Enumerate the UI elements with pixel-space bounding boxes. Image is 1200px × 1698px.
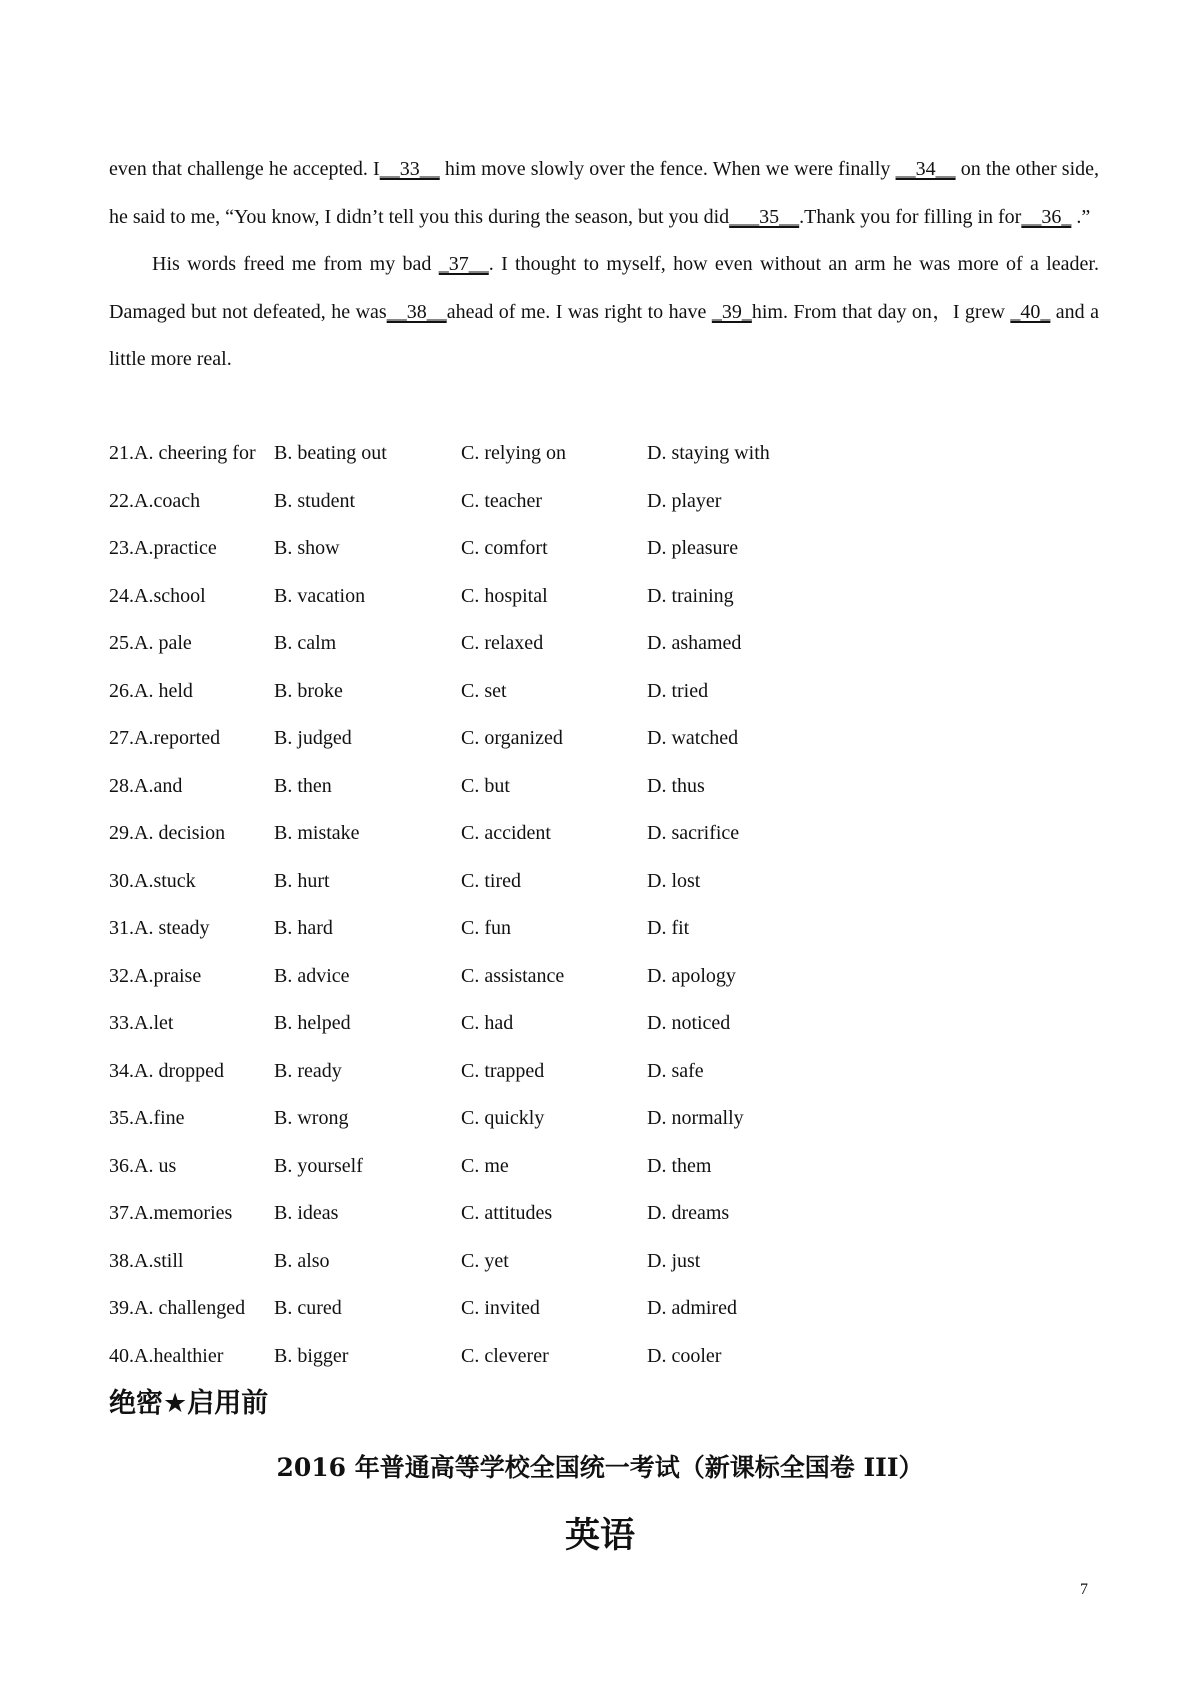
question-38-options: [109, 1238, 1009, 1286]
option-d: D. just: [647, 1249, 701, 1272]
option-b: B. cured: [274, 1297, 342, 1319]
option-a: 24.A.school: [109, 584, 206, 607]
option-a: 25.A. pale: [109, 632, 192, 654]
passage-text: and a little more real.: [109, 300, 1100, 370]
option-b: B. vacation: [274, 584, 366, 607]
option-b: B. ready: [274, 1059, 342, 1082]
option-a: 23.A.practice: [109, 537, 217, 559]
option-b: B. hard: [274, 917, 333, 939]
option-d: D. thus: [647, 774, 705, 797]
question-27-options: [109, 715, 1009, 763]
option-c: C. hospital: [461, 584, 548, 607]
question-34-options: [109, 1048, 1009, 1096]
option-b: B. also: [274, 1249, 330, 1272]
option-a: 32.A.praise: [109, 964, 202, 987]
passage-text: even that challenge he accepted. I: [109, 158, 380, 180]
option-a: 29.A. decision: [109, 822, 226, 844]
option-c: C. had: [461, 1012, 514, 1034]
option-b: B. bigger: [274, 1344, 349, 1367]
option-a: 27.A.reported: [109, 727, 221, 749]
question-21-options: [109, 430, 1009, 478]
exam-title: 2016 年普通高等学校全国统一考试（新课标全国卷 III）: [276, 1453, 924, 1482]
option-d: D. admired: [647, 1297, 737, 1319]
option-a: 40.A.healthier: [109, 1344, 224, 1367]
option-d: D. training: [647, 584, 734, 607]
option-d: D. cooler: [647, 1344, 722, 1367]
blank-39: _39_: [711, 300, 752, 323]
option-d: D. dreams: [647, 1202, 730, 1224]
option-b: B. broke: [274, 679, 343, 702]
option-c: C. set: [461, 679, 507, 702]
blank-33: __33__: [379, 158, 440, 180]
option-a: 35.A.fine: [109, 1107, 185, 1129]
option-a: 33.A.let: [109, 1012, 174, 1034]
option-a: 26.A. held: [109, 679, 193, 702]
option-d: D. normally: [647, 1107, 744, 1129]
passage-text: on the other side, he said to me, “You know, I didn’t tell you this during the season, but you did: [109, 158, 1100, 228]
question-28-options: [109, 763, 1009, 811]
option-c: C. cleverer: [461, 1344, 549, 1367]
option-a: 39.A. challenged: [109, 1297, 246, 1319]
option-b: B. then: [274, 774, 332, 797]
option-b: B. judged: [274, 727, 352, 749]
question-24-options: [109, 573, 1009, 621]
option-d: D. them: [647, 1154, 712, 1177]
option-a: 36.A. us: [109, 1154, 177, 1177]
question-26-options: [109, 668, 1009, 716]
question-25-options: [109, 620, 1009, 668]
page-number: 7: [1080, 1581, 1088, 1598]
option-c: C. me: [461, 1154, 509, 1177]
cloze-passage: [109, 146, 1099, 384]
option-c: C. relying on: [461, 442, 566, 464]
blank-37: _37__: [438, 253, 489, 275]
passage-text: .”: [1071, 205, 1091, 228]
option-b: B. yourself: [274, 1154, 363, 1177]
option-c: C. teacher: [461, 489, 543, 512]
question-32-options: [109, 953, 1009, 1001]
passage-text: him. From that day on，I grew: [751, 300, 1011, 323]
question-36-options: [109, 1143, 1009, 1191]
blank-38: __38__: [386, 300, 447, 323]
option-b: B. helped: [274, 1012, 351, 1034]
question-33-options: [109, 1000, 1009, 1048]
blank-34: __34__: [895, 158, 956, 180]
passage-paragraph-2: [109, 241, 1099, 384]
option-b: B. show: [274, 537, 340, 559]
option-c: C. organized: [461, 727, 563, 749]
option-d: D. lost: [647, 869, 701, 892]
option-c: C. invited: [461, 1297, 540, 1319]
option-b: B. advice: [274, 964, 350, 987]
option-d: D. pleasure: [647, 537, 739, 559]
passage-paragraph-1: [109, 146, 1099, 241]
option-b: B. mistake: [274, 822, 360, 844]
blank-36: __36_: [1021, 205, 1072, 228]
option-d: D. watched: [647, 727, 739, 749]
passage-text: him move slowly over the fence. When we were finally: [439, 158, 896, 180]
option-b: B. calm: [274, 632, 337, 654]
option-c: C. accident: [461, 822, 551, 844]
subject-title: 英语: [564, 1515, 635, 1556]
option-c: C. quickly: [461, 1107, 545, 1129]
question-35-options: [109, 1095, 1009, 1143]
option-b: B. student: [274, 489, 356, 512]
passage-text: ahead of me. I was right to have: [446, 300, 712, 323]
option-a: 22.A.coach: [109, 489, 201, 512]
option-b: B. ideas: [274, 1202, 339, 1224]
answer-options: [109, 430, 1009, 1380]
question-37-options: [109, 1190, 1009, 1238]
question-39-options: [109, 1285, 1009, 1333]
question-31-options: [109, 905, 1009, 953]
option-c: C. relaxed: [461, 632, 544, 654]
option-a: 30.A.stuck: [109, 869, 196, 892]
option-a: 37.A.memories: [109, 1202, 233, 1224]
option-a: 31.A. steady: [109, 917, 210, 939]
option-d: D. sacrifice: [647, 822, 740, 844]
option-c: C. trapped: [461, 1059, 545, 1082]
option-a: 21.A. cheering for: [109, 442, 256, 464]
option-a: 38.A.still: [109, 1249, 184, 1272]
option-d: D. player: [647, 489, 722, 512]
option-c: C. comfort: [461, 537, 548, 559]
question-30-options: [109, 858, 1009, 906]
question-40-options: [109, 1333, 1009, 1381]
question-29-options: [109, 810, 1009, 858]
blank-35: ___35__: [729, 205, 800, 228]
option-b: B. wrong: [274, 1107, 349, 1129]
blank-40: _40_: [1010, 300, 1051, 323]
option-a: 28.A.and: [109, 774, 183, 797]
option-d: D. ashamed: [647, 632, 742, 654]
option-c: C. tired: [461, 869, 521, 892]
option-c: C. attitudes: [461, 1202, 553, 1224]
option-c: C. but: [461, 774, 510, 797]
option-a: 34.A. dropped: [109, 1059, 224, 1082]
option-d: D. apology: [647, 964, 736, 987]
option-c: C. fun: [461, 917, 511, 939]
option-d: D. staying with: [647, 442, 770, 464]
option-b: B. hurt: [274, 869, 330, 892]
passage-text: . I thought to myself, how even without an arm he was more of a leader. Damaged but not defeated, he was: [109, 253, 1099, 323]
passage-text: .Thank you for filling in for: [799, 205, 1022, 228]
option-c: C. assistance: [461, 964, 565, 987]
option-c: C. yet: [461, 1249, 509, 1272]
option-d: D. fit: [647, 917, 690, 939]
question-23-options: [109, 525, 1009, 573]
option-d: D. safe: [647, 1059, 704, 1082]
option-b: B. beating out: [274, 442, 387, 464]
passage-text: His words freed me from my bad: [152, 253, 439, 275]
confidential-label: 绝密★启用前: [109, 1388, 269, 1419]
question-22-options: [109, 478, 1009, 526]
option-d: D. tried: [647, 679, 709, 702]
option-d: D. noticed: [647, 1012, 731, 1034]
